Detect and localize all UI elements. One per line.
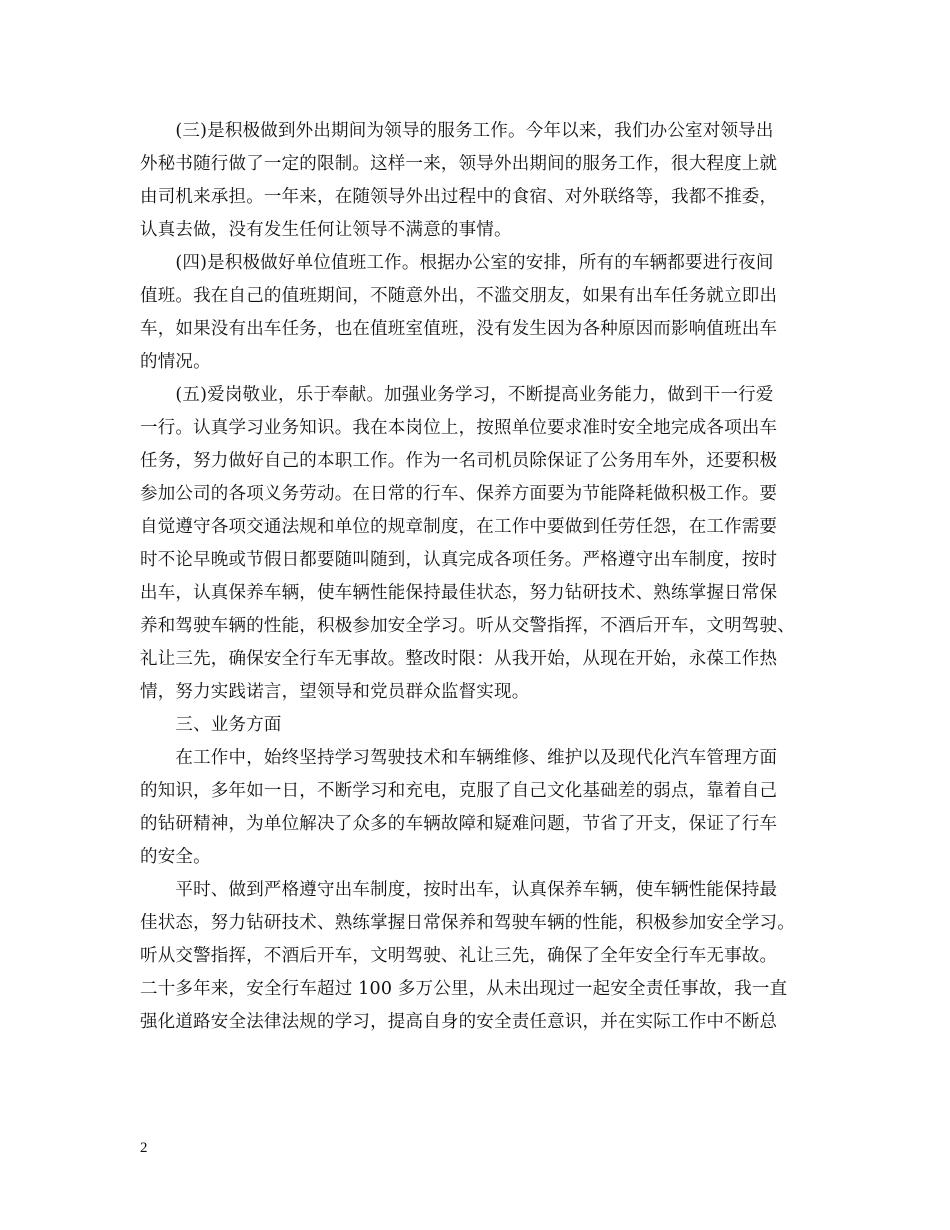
text-line: 的情况。 [140,352,211,372]
text-line: 自觉遵守各项交通法规和单位的规章制度，在工作中要做到任劳任怨，在工作需要 [140,517,778,537]
text-line: 二十多年来，安全行车超过 100 多万公里，从未出现过一起安全责任事故，我一直 [140,979,788,999]
text-line: 外秘书随行做了一定的限制。这样一来，领导外出期间的服务工作，很大程度上就 [140,154,778,174]
section-heading: 三、业务方面 [140,715,282,735]
text-line: 平时、做到严格遵守出车制度，按时出车，认真保养车辆，使车辆性能保持最 [140,880,778,900]
text-line: 强化道路安全法律法规的学习，提高自身的安全责任意识，并在实际工作中不断总 [140,1012,778,1032]
text-line: 的安全。 [140,847,211,867]
text-line: 由司机来承担。一年来，在随领导外出过程中的食宿、对外联络等，我都不推委， [140,187,778,207]
text-line: 的钻研精神，为单位解决了众多的车辆故障和疑难问题，节省了开支，保证了行车 [140,814,778,834]
page-number: 2 [140,1140,148,1156]
text-line: 养和驾驶车辆的性能，积极参加安全学习。听从交警指挥，不酒后开车，文明驾驶、 [140,616,795,636]
text-line: 值班。我在自己的值班期间，不随意外出，不滥交朋友，如果有出车任务就立即出 [140,286,778,306]
text-line: 礼让三先，确保安全行车无事故。整改时限：从我开始，从现在开始，永葆工作热 [140,649,778,669]
text-line: 一行。认真学习业务知识。我在本岗位上，按照单位要求准时安全地完成各项出车 [140,418,778,438]
text-line: 车，如果没有出车任务，也在值班室值班，没有发生因为各种原因而影响值班出车 [140,319,778,339]
text-line: (三)是积极做到外出期间为领导的服务工作。今年以来，我们办公室对领导出 [140,121,774,141]
text-line: (四)是积极做好单位值班工作。根据办公室的安排，所有的车辆都要进行夜间 [140,253,774,273]
text-line: 佳状态，努力钻研技术、熟练掌握日常保养和驾驶车辆的性能，积极参加安全学习。 [140,913,795,933]
document-body [140,115,825,1039]
text-line: (五)爱岗敬业，乐于奉献。加强业务学习，不断提高业务能力，做到干一行爱 [140,385,774,405]
text-line: 时不论早晚或节假日都要随叫随到，认真完成各项任务。严格遵守出车制度，按时 [140,550,778,570]
text-line: 任务，努力做好自己的本职工作。作为一名司机员除保证了公务用车外，还要积极 [140,451,778,471]
text-line: 的知识，多年如一日，不断学习和充电，克服了自己文化基础差的弱点，靠着自己 [140,781,778,801]
text-line: 情，努力实践诺言，望领导和党员群众监督实现。 [140,682,530,702]
text-line: 出车，认真保养车辆，使车辆性能保持最佳状态，努力钻研技术、熟练掌握日常保 [140,583,778,603]
text-line: 参加公司的各项义务劳动。在日常的行车、保养方面要为节能降耗做积极工作。要 [140,484,778,504]
text-line: 认真去做，没有发生任何让领导不满意的事情。 [140,220,512,240]
text-line: 在工作中，始终坚持学习驾驶技术和车辆维修、维护以及现代化汽车管理方面 [140,748,778,768]
text-line: 听从交警指挥，不酒后开车，文明驾驶、礼让三先，确保了全年安全行车无事故。 [140,946,778,966]
